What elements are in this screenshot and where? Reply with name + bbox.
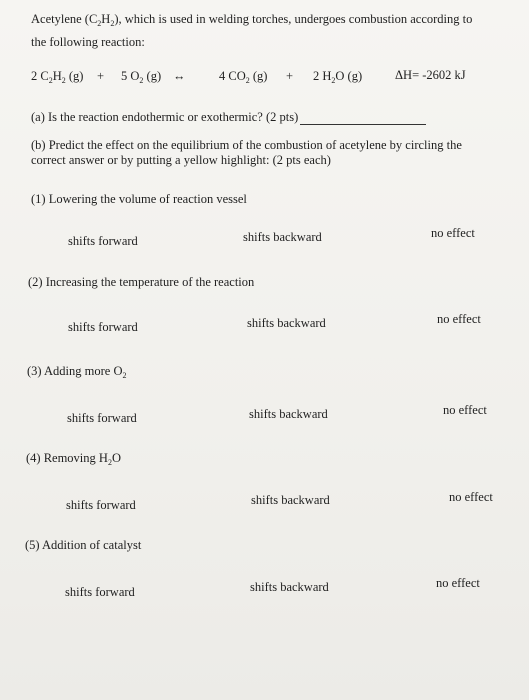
- q4-shifts-forward[interactable]: shifts forward: [66, 498, 136, 512]
- question-1-label: (1) Lowering the volume of reaction vessel: [31, 192, 247, 206]
- product-carbon-dioxide: 4 $CO_2$ (g): [219, 69, 268, 85]
- reactant-acetylene: 2 $C_2H_2$ (g): [31, 69, 84, 85]
- question-5-label: (5) Addition of catalyst: [25, 538, 142, 552]
- answer-blank[interactable]: [300, 124, 426, 125]
- part-a-question: (a) Is the reaction endothermic or exothermic? (2 pts): [31, 110, 299, 124]
- q1-no-effect[interactable]: no effect: [431, 226, 475, 240]
- q5-shifts-backward[interactable]: shifts backward: [250, 580, 329, 594]
- part-b-line-1: (b) Predict the effect on the equilibrium of the combustion of acetylene by circling the: [31, 138, 462, 152]
- q5-shifts-forward[interactable]: shifts forward: [65, 585, 135, 599]
- part-b-line-2: correct answer or by putting a yellow highlight: (2 pts each): [31, 153, 331, 167]
- reactant-oxygen: 5 $O_2$ (g): [121, 69, 162, 85]
- q2-shifts-backward[interactable]: shifts backward: [247, 316, 326, 330]
- intro-line-2: the following reaction:: [31, 35, 145, 49]
- q1-shifts-backward[interactable]: shifts backward: [243, 230, 322, 244]
- q4-shifts-backward[interactable]: shifts backward: [251, 493, 330, 507]
- q3-shifts-forward[interactable]: shifts forward: [67, 411, 137, 425]
- enthalpy-value: ΔH= -2602 kJ: [395, 68, 466, 82]
- question-2-label: (2) Increasing the temperature of the reaction: [28, 275, 255, 289]
- q1-shifts-forward[interactable]: shifts forward: [68, 234, 138, 248]
- q2-no-effect[interactable]: no effect: [437, 312, 481, 326]
- question-4-label: (4) Removing $H_2O$: [26, 451, 121, 467]
- intro-line-1: Acetylene $(C_2H_2)$, which is used in welding torches, undergoes combustion according to: [31, 12, 473, 28]
- q4-no-effect[interactable]: no effect: [449, 490, 493, 504]
- q3-no-effect[interactable]: no effect: [443, 403, 487, 417]
- q5-no-effect[interactable]: no effect: [436, 576, 480, 590]
- plus-sign-2: +: [286, 69, 294, 83]
- question-3-label: (3) Adding more $O_2$: [27, 364, 127, 380]
- product-water: 2 $H_2O$ (g): [313, 69, 363, 85]
- equilibrium-arrow: ↔: [173, 69, 186, 83]
- q3-shifts-backward[interactable]: shifts backward: [249, 407, 328, 421]
- q2-shifts-forward[interactable]: shifts forward: [68, 320, 138, 334]
- plus-sign-1: +: [97, 69, 105, 83]
